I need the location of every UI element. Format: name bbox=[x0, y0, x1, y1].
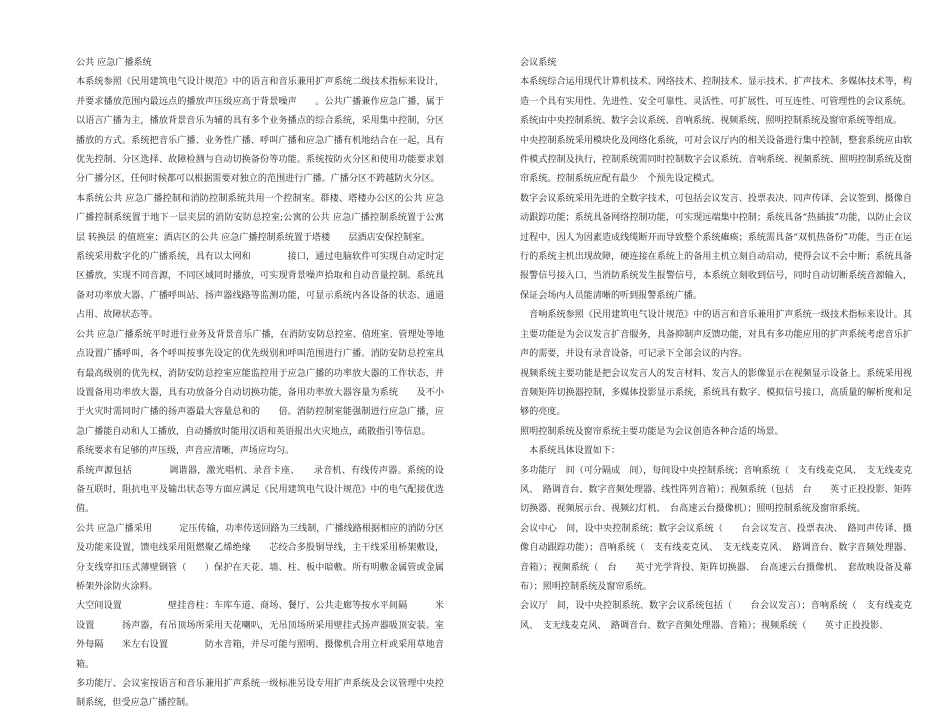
paragraph: 公共 应急广播采用 定压传输，功率传送回路为三线制，广播线路根据相应的消防分区及功能来设置，馈电线采用阻燃聚乙烯绝缘 芯绞合多股铜导线，主干线采用桥架敷设，分支线穿扣压式薄壁钢管（ ）保护在天花、墙、柱、板中暗敷。所有明敷金属管或金属桥架外涂防火涂料。 bbox=[76, 523, 444, 592]
left-column bbox=[76, 54, 444, 714]
paragraph: 本系统综合运用现代计算机技术、网络技术、控制技术、显示技术、扩声技术、多媒体技术等，构造一个具有实用性、先进性、安全可靠性、灵活性、可扩展性、可互连性、可管理性的会议系统。 bbox=[520, 77, 912, 107]
paragraph: 系统由中央控制系统、数字会议系统、音响系统、视频系统、照明控制系统及窗帘系统等组成。 bbox=[520, 116, 902, 127]
paragraph: 本系统具体设置如下： bbox=[520, 446, 621, 457]
paragraph: 会议厅 间，设中央控制系统、数字会议系统包括（ 台会议发言）；音响系统（ 支有线麦克风、 支无线麦克风、 路调音台、数字音频处理器、音箱）；视频系统（ 英寸正投投影、 bbox=[520, 601, 912, 631]
paragraph: 多功能厅 间（可分隔成 间），每间设中央控制系统；音响系统（ 支有线麦克风、 支无线麦克风、 路调音台、数字音频处理器、线性阵列音箱）；视频系统（包括 台 英寸正投投影、矩阵切换器、视频展示台、视频幻灯机、 台高速云台摄像机）；照明控制系统及窗帘系统。 bbox=[520, 465, 912, 515]
paragraph: 大空间设置 壁挂音柱：车库车道、商场、餐厅、公共走廊等按水平间隔 米设置 扬声器，有吊顶场所采用天花喇叭，无吊顶场所采用壁挂式扬声器吸顶安装。室外每隔 米左右设置 防水音箱，并尽可能与照明、摄像机合用立杆或采用草地音箱。 bbox=[76, 601, 444, 670]
paragraph: 音响系统参照《民用建筑电气设计规范》中的语言和音乐兼用扩声系统一级技术指标来设计。其主要功能是为会议发言扩音服务，具备抑制声反馈功能，对具有多功能应用的扩声系统考虑音乐扩声的需要，并设有录音设备，可记录下全部会议的内容。 bbox=[520, 310, 912, 360]
paragraph: 多功能厅、会议室按语言和音乐兼用扩声系统一级标准另设专用扩声系统及会议管理中央控制系统，但受应急广播控制。 bbox=[76, 679, 444, 709]
paragraph: 数字会议系统采用先进的全数字技术，可包括会议发言、投票表决、同声传译、会议签到、摄像自动跟踪功能；系统具备网络控制功能，可实现远端集中控制；系统具备“热插拔”功能，以防止会议过程中，因人为因素造成线缆断开而导致整个系统瘫痪；系统需具备“双机热备份”功能，当正在运行的系统主机出现故障，硬连接在系统上的备用主机立刻自动启动，使得会议不会中断；系统具备报警信号接入口，当消防系统发生报警信号，本系统立刻收到信号，同时自动切断系统音源输入，保证会场内人员能清晰的听到报警系统广播。 bbox=[520, 193, 912, 301]
paragraph: 本系统参照《民用建筑电气设计规范》中的语言和音乐兼用扩声系统二级技术指标来设计，并要求播放范围内最远点的播放声压级应高于背景噪声 。公共广播兼作应急广播，属于以语言广播为主，播放背景音乐为辅的具有多个业务播点的综合系统，采用集中控制，分区播放的方式。系统把音乐广播、业务性广播、呼叫广播和应急广播有机地结合在一起，具有优先控制、分区选择、故障检测与自动切换备份等功能。系统按防火分区和使用功能要求划分广播分区，任何时候都可以根据需要对独立的范围进行广播。广播分区不跨越防火分区。 bbox=[76, 77, 444, 185]
paragraph: 中央控制系统采用模块化及网络化系统，可对会议厅内的相关设备进行集中控制，整套系统应由软件模式控制及执行，控制系统需同时控制数字会议系统、音响系统、视频系统、照明控制系统及窗帘系统。控制系统应配有最少 个预先设定模式。 bbox=[520, 135, 912, 185]
paragraph: 系统采用数字化的广播系统，具有以太网和 接口，通过电脑软件可实现自动定时定区播放，实现不同音源，不同区域同时播放，可实现背景噪声拾取和自动音量控制。系统具备对功率放大器、广播呼叫站、扬声器线路等监测功能，可显示系统内各设备的状态、通道占用、故障状态等。 bbox=[76, 252, 444, 321]
paragraph: 本系统公共 应急广播控制和消防控制系统共用一个控制室。群楼、塔楼办公区的公共 应急广播控制系统置于地下一层夹层的消防安防总控室;公寓的公共 应急广播控制系统置于公寓层 转换层 的值班室；酒店区的公共 应急广播控制系统置于塔楼 层酒店安保控制室。 bbox=[76, 193, 444, 243]
paragraph: 会议中心 间，设中央控制系统；数字会议系统（ 台会议发言、投票表决、 路同声传译、摄像自动跟踪功能）；音响系统（ 支有线麦克风、 支无线麦克风、 路调音台、数字音频处理器、音箱）；视频系统（ 台 英寸光学背投、矩阵切换器、 台高速云台摄像机、 套故映设备及幕布）；照明控制系统及窗帘系统。 bbox=[520, 523, 912, 592]
right-column bbox=[520, 54, 912, 636]
paragraph: 系统声源包括 调谐器，激光唱机、录音卡座、 录音机、有线传声器。系统的设备互联时，阻抗电平及输出状态等方面应满足《民用建筑电气设计规范》中的电气配接优选值。 bbox=[76, 465, 444, 515]
paragraph: 系统要求有足够的声压级，声音应清晰，声场应均匀。 bbox=[76, 446, 295, 457]
paragraph: 照明控制系统及窗帘系统主要功能是为会议创造各种合适的场景。 bbox=[520, 426, 784, 437]
paragraph: 公共 应急广播系统平时进行业务及背景音乐广播，在消防安防总控室、值班室、管理处等地点设置广播呼叫，各个呼叫按事先设定的优先级别和呼叫范围进行广播。消防安防总控室具有最高级别的优先权，消防安防总控室应能监控用于应急广播的功率放大器的工作状态，并设置备用功率放大器，具有功放备分自动切换功能，备用功率放大器容量为系统 及不小于火灾时需同时广播的扬声器最大容量总和的 倍。消防控制室能强制进行应急广播，应急广播能自动和人工播放，自动播放时能用汉语和英语报出火灾地点，疏散指引等信息。 bbox=[76, 329, 444, 437]
section-heading-conference-system: 会议系统 bbox=[520, 58, 557, 68]
paragraph: 视频系统主要功能是把会议发言人的发言材料、发言人的影像显示在视频显示设备上。系统采用视音频矩阵切换器控制，多媒体投影显示系统，系统具有数字、模拟信号接口，高质量的解析度和足够的亮度。 bbox=[520, 368, 912, 418]
section-heading-public-broadcast: 公共 应急广播系统 bbox=[76, 58, 152, 68]
